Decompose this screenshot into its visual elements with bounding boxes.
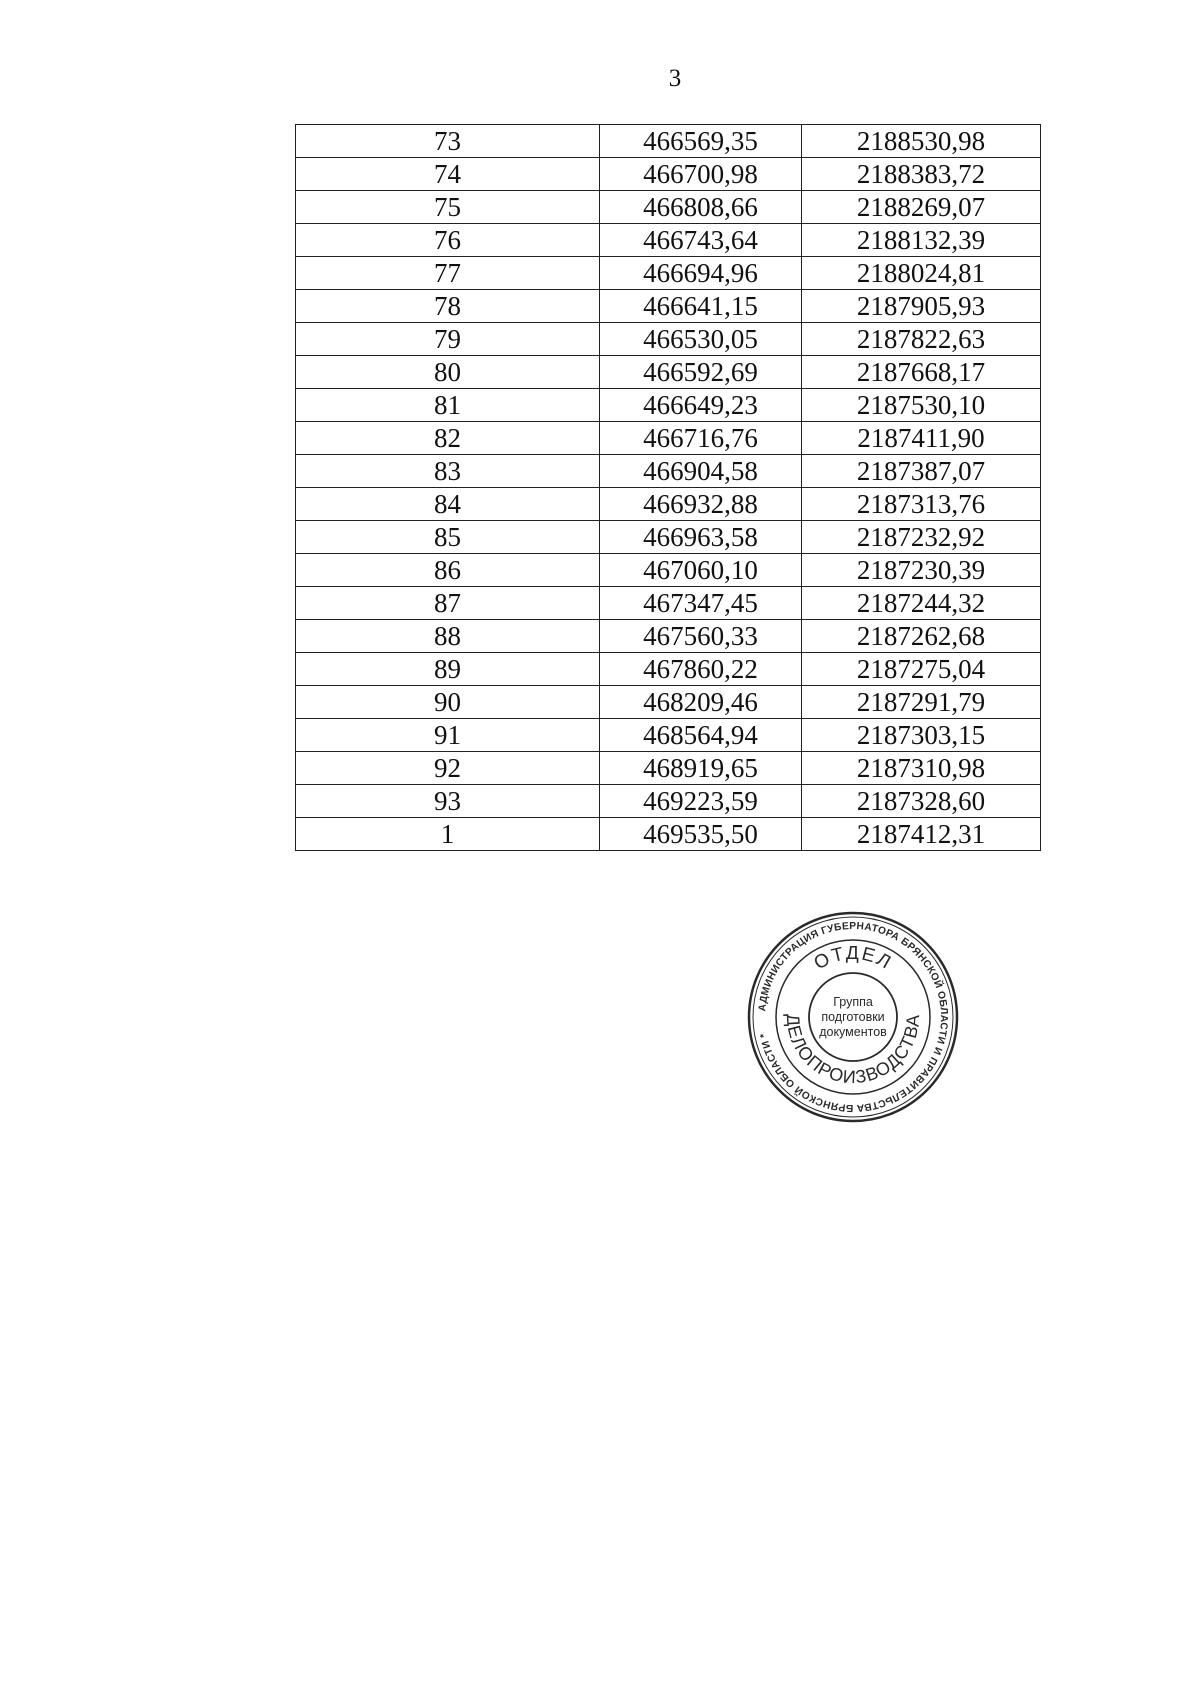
x-coordinate-cell: 467560,33 [600, 620, 802, 653]
point-number-cell: 85 [296, 521, 600, 554]
y-coordinate-cell: 2187303,15 [802, 719, 1041, 752]
svg-text:ДЕЛОПРОИЗВОДСТВА: ДЕЛОПРОИЗВОДСТВА [782, 1013, 924, 1088]
y-coordinate-cell: 2187313,76 [802, 488, 1041, 521]
y-coordinate-cell: 2187230,39 [802, 554, 1041, 587]
y-coordinate-cell: 2187310,98 [802, 752, 1041, 785]
official-seal [742, 910, 964, 1124]
y-coordinate-cell: 2188132,39 [802, 224, 1041, 257]
coordinates-table-body [296, 125, 1041, 851]
x-coordinate-cell: 466641,15 [600, 290, 802, 323]
y-coordinate-cell: 2187291,79 [802, 686, 1041, 719]
x-coordinate-cell: 466530,05 [600, 323, 802, 356]
x-coordinate-cell: 466700,98 [600, 158, 802, 191]
table-row [296, 719, 1041, 752]
x-coordinate-cell: 466694,96 [600, 257, 802, 290]
point-number-cell: 1 [296, 818, 600, 851]
table-row [296, 455, 1041, 488]
point-number-cell: 83 [296, 455, 600, 488]
y-coordinate-cell: 2188269,07 [802, 191, 1041, 224]
point-number-cell: 86 [296, 554, 600, 587]
y-coordinate-cell: 2187822,63 [802, 323, 1041, 356]
point-number-cell: 76 [296, 224, 600, 257]
x-coordinate-cell: 468209,46 [600, 686, 802, 719]
point-number-cell: 93 [296, 785, 600, 818]
x-coordinate-cell: 469535,50 [600, 818, 802, 851]
table-row [296, 785, 1041, 818]
point-number-cell: 87 [296, 587, 600, 620]
point-number-cell: 91 [296, 719, 600, 752]
x-coordinate-cell: 467860,22 [600, 653, 802, 686]
y-coordinate-cell: 2187387,07 [802, 455, 1041, 488]
x-coordinate-cell: 469223,59 [600, 785, 802, 818]
table-row [296, 818, 1041, 851]
y-coordinate-cell: 2187244,32 [802, 587, 1041, 620]
y-coordinate-cell: 2187262,68 [802, 620, 1041, 653]
table-row [296, 488, 1041, 521]
point-number-cell: 80 [296, 356, 600, 389]
svg-text:Группаподготовкидокументов: Группа подготовки документов [819, 995, 887, 1039]
y-coordinate-cell: 2188024,81 [802, 257, 1041, 290]
table-row [296, 323, 1041, 356]
table-row [296, 290, 1041, 323]
point-number-cell: 84 [296, 488, 600, 521]
table-row [296, 752, 1041, 785]
table-row [296, 554, 1041, 587]
x-coordinate-cell: 466743,64 [600, 224, 802, 257]
x-coordinate-cell: 467347,45 [600, 587, 802, 620]
x-coordinate-cell: 466963,58 [600, 521, 802, 554]
point-number-cell: 78 [296, 290, 600, 323]
y-coordinate-cell: 2187530,10 [802, 389, 1041, 422]
point-number-cell: 79 [296, 323, 600, 356]
y-coordinate-cell: 2187668,17 [802, 356, 1041, 389]
x-coordinate-cell: 466716,76 [600, 422, 802, 455]
table-row [296, 653, 1041, 686]
point-number-cell: 74 [296, 158, 600, 191]
svg-text:АДМИНИСТРАЦИЯ ГУБЕРНАТОРА БРЯН: АДМИНИСТРАЦИЯ ГУБЕРНАТОРА БРЯНСКОЙ ОБЛАСТИ И ПРАВИТЕЛЬСТВА БРЯНСКОЙ ОБЛАСТИ * [757, 920, 950, 1114]
point-number-cell: 73 [296, 125, 600, 158]
x-coordinate-cell: 466904,58 [600, 455, 802, 488]
point-number-cell: 88 [296, 620, 600, 653]
point-number-cell: 89 [296, 653, 600, 686]
table-row [296, 257, 1041, 290]
table-row [296, 686, 1041, 719]
point-number-cell: 77 [296, 257, 600, 290]
y-coordinate-cell: 2187905,93 [802, 290, 1041, 323]
x-coordinate-cell: 467060,10 [600, 554, 802, 587]
table-row [296, 224, 1041, 257]
x-coordinate-cell: 466932,88 [600, 488, 802, 521]
y-coordinate-cell: 2187275,04 [802, 653, 1041, 686]
x-coordinate-cell: 468564,94 [600, 719, 802, 752]
point-number-cell: 90 [296, 686, 600, 719]
page-number: 3 [668, 65, 682, 92]
x-coordinate-cell: 466808,66 [600, 191, 802, 224]
table-row [296, 620, 1041, 653]
point-number-cell: 82 [296, 422, 600, 455]
y-coordinate-cell: 2188530,98 [802, 125, 1041, 158]
table-row [296, 521, 1041, 554]
point-number-cell: 81 [296, 389, 600, 422]
x-coordinate-cell: 466592,69 [600, 356, 802, 389]
table-row [296, 191, 1041, 224]
x-coordinate-cell: 466569,35 [600, 125, 802, 158]
table-row [296, 587, 1041, 620]
point-number-cell: 92 [296, 752, 600, 785]
x-coordinate-cell: 468919,65 [600, 752, 802, 785]
table-row [296, 158, 1041, 191]
table-row [296, 389, 1041, 422]
y-coordinate-cell: 2187411,90 [802, 422, 1041, 455]
y-coordinate-cell: 2187412,31 [802, 818, 1041, 851]
point-number-cell: 75 [296, 191, 600, 224]
svg-text:ОТДЕЛ: ОТДЕЛ [810, 942, 896, 975]
y-coordinate-cell: 2187232,92 [802, 521, 1041, 554]
coordinates-table [295, 124, 1041, 851]
table-row [296, 125, 1041, 158]
y-coordinate-cell: 2187328,60 [802, 785, 1041, 818]
table-row [296, 422, 1041, 455]
y-coordinate-cell: 2188383,72 [802, 158, 1041, 191]
x-coordinate-cell: 466649,23 [600, 389, 802, 422]
table-row [296, 356, 1041, 389]
